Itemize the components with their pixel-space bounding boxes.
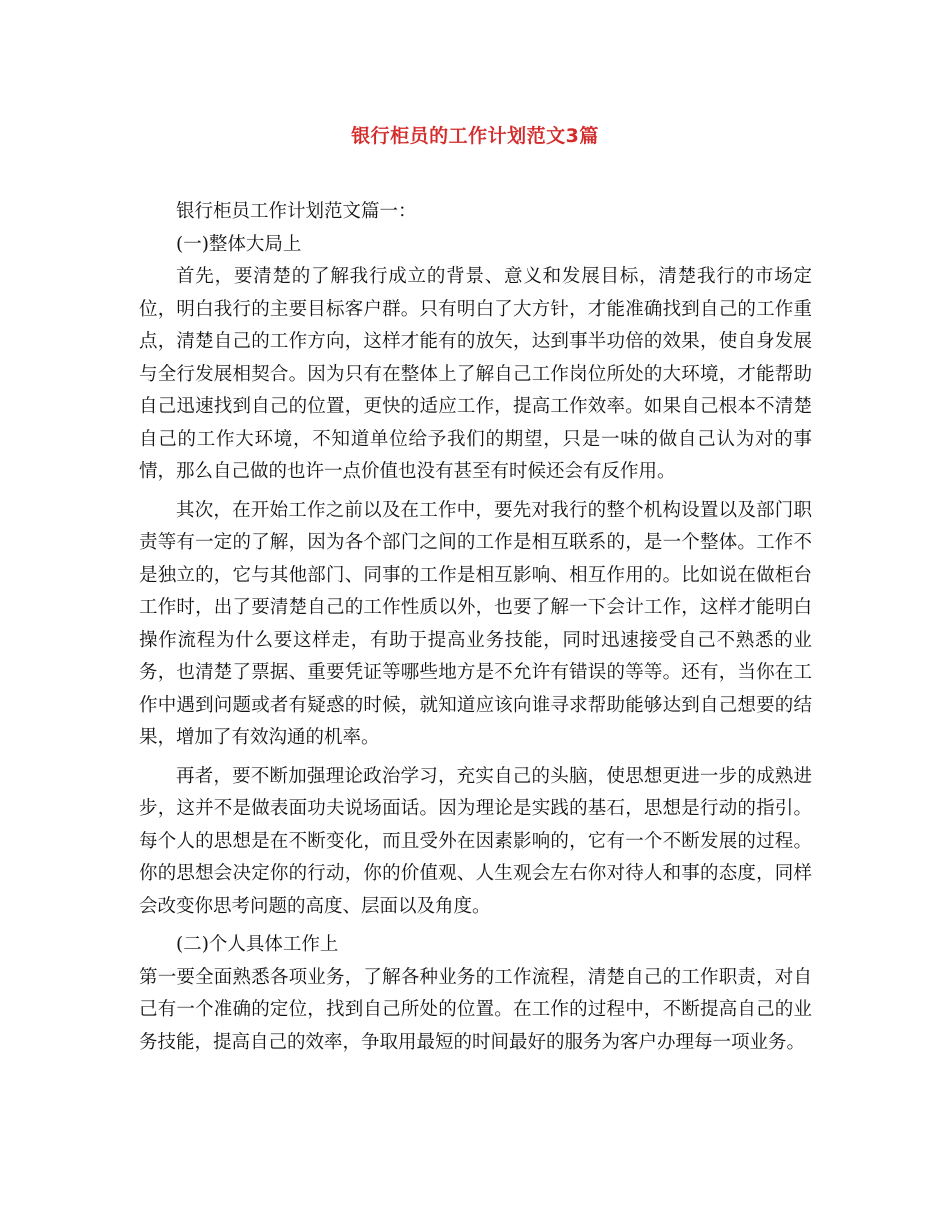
paragraph-third: 再者，要不断加强理论政治学习，充实自己的头脑，使思想更进一步的成熟进步，这并不是做表面功夫说场面话。因为理论是实践的基石，思想是行动的指引。每个人的思想是在不断变化，而且受外在因素影响的，它有一个不断发展的过程。你的思想会决定你的行动，你的价值观、人生观会左右你对待人和事的态度，同样会改变你思考问题的高度、层面以及角度。 [139,765,812,917]
document-body [139,196,812,1059]
sub-heading-overall: (一)整体大局上 [176,233,302,255]
paragraph-first: 首先，要清楚的了解我行成立的背景、意义和发展目标，清楚我行的市场定位，明白我行的主要目标客户群。只有明白了大方针，才能准确找到自己的工作重点，清楚自己的工作方向，这样才能有的放矢，达到事半功倍的效果，使自身发展与全行发展相契合。因为只有在整体上了解自己工作岗位所处的大环境，才能帮助自己迅速找到自己的位置，更快的适应工作，提高工作效率。如果自己根本不清楚自己的工作大环境，不知道单位给予我们的期望，只是一味的做自己认为对的事情，那么自己做的也许一点价值也没有甚至有时候还会有反作用。 [139,266,812,482]
document-title: 银行柜员的工作计划范文3篇 [351,125,599,147]
sub-heading-personal: (二)个人具体工作上 [176,934,339,955]
paragraph-second: 其次，在开始工作之前以及在工作中，要先对我行的整个机构设置以及部门职责等有一定的了解，因为各个部门之间的工作是相互联系的，是一个整体。工作不是独立的，它与其他部门、同事的工作是相互影响、相互作用的。比如说在做柜台工作时，出了要清楚自己的工作性质以外，也要了解一下会计工作，这样才能明白操作流程为什么要这样走，有助于提高业务技能，同时迅速接受自己不熟悉的业务，也清楚了票据、重要凭证等哪些地方是不允许有错误的等等。还有，当你在工作中遇到问题或者有疑惑的时候，就知道应该向谁寻求帮助能够达到自己想要的结果，增加了有效沟通的机率。 [139,499,812,748]
section-heading: 银行柜员工作计划范文篇一： [176,201,417,222]
paragraph-personal-work: 第一要全面熟悉各项业务，了解各种业务的工作流程，清楚自己的工作职责，对自己有一个准确的定位，找到自己所处的位置。在工作的过程中，不断提高自己的业务技能，提高自己的效率，争取用最短的时间最好的服务为客户办理每一项业务。 [139,966,812,1053]
